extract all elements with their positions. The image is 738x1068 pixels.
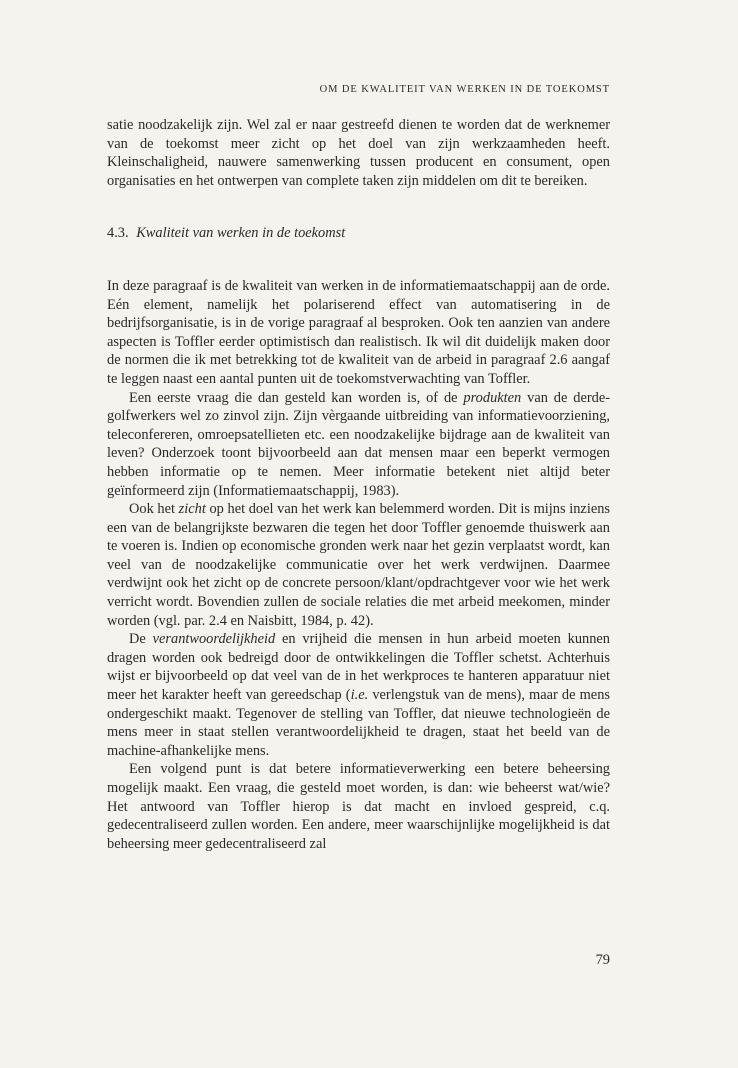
page-number: 79 <box>595 952 610 968</box>
paragraph-continued: satie noodzakelijk zijn. Wel zal er naar gestreefd dienen te worden dat de werknemer van de toekomst meer zicht op het doel van zijn werkzaamheden heeft. Kleinschaligheid, nauwere samenwerking tussen producent en consument, open organisaties en het ontwerpen van complete taken zijn middelen om dit te bereiken. <box>107 117 610 189</box>
text-run: verlengstuk van de mens), maar de mens ondergeschikt maakt. Tegenover de stelling van Toffler, dat nieuwe technologieën de mens meer in staat stellen verantwoordelijkheid te dragen, staat het beeld van de machine-afhankelijke mens. <box>107 687 610 759</box>
text-run: Een eerste vraag die dan gesteld kan worden is, of de <box>129 389 464 406</box>
paragraph-intro: In deze paragraaf is de kwaliteit van werken in de informatiemaatschappij aan de orde. Eén element, namelijk het polariserend effect van automatisering in de bedrijfsorganisatie, is in de vorige paragraaf al besproken. Ook ten aanzien van andere aspecten is Toffler eerder optimistisch dan realistisch. Ik wil dit duidelijk maken door de normen die ik met betrekking tot de kwaliteit van de arbeid in paragraaf 2.6 aangaf te leggen naast een aantal punten uit de toekomstverwachting van Toffler. <box>107 277 610 387</box>
text-run: De <box>129 631 153 648</box>
paragraph-produkten <box>107 389 610 501</box>
section-title: Kwaliteit van werken in de toekomst <box>136 225 346 242</box>
section-heading <box>107 224 610 243</box>
paragraph-beheersing: Een volgend punt is dat betere informatieverwerking een betere beheersing mogelijk maakt. Een vraag, die gesteld moet worden, is dan: wie beheerst wat/wie? Het antwoord van Toffler hierop is dat macht en invloed gespreid, c.q. gedecentraliseerd zullen worden. Een andere, meer waarschijnlijke mogelijkheid is dat beheersing meer gedecentraliseerd zal <box>107 761 610 852</box>
body-text <box>107 116 610 853</box>
text-run: van de derde-golfwerkers wel zo zinvol zijn. Zijn vèrgaande uitbreiding van informatievoorziening, teleconfereren, omroepsatellieten etc. een noodzakelijke bijdrage aan de kwaliteit van leven? Onderzoek toont bijvoorbeeld aan dat mensen maar een beperkt vermogen hebben informatie op te nemen. Meer informatie betekent niet altijd beter geïnformeerd zijn (Informatiemaatschappij, 1983). <box>107 389 611 499</box>
emphasis-verantwoordelijkheid: verantwoordelijkheid <box>152 631 276 648</box>
emphasis-ie: i.e. <box>350 687 369 704</box>
running-header: OM DE KWALITEIT VAN WERKEN IN DE TOEKOMST <box>319 84 610 95</box>
paragraph-verantwoordelijkheid <box>107 630 610 760</box>
emphasis-zicht: zicht <box>178 501 206 518</box>
text-run: op het doel van het werk kan belemmerd worden. Dit is mijns inziens een van de belangrijkste bezwaren die tegen het door Toffler genoemde thuiswerk aan te voeren is. Indien op economische gronden werk naar het gezin verplaatst wordt, kan veel van de noodzakelijke communicatie over het werk verdwijnen. Daarmee verdwijnt ook het zicht op de concrete persoon/klant/opdrachtgever voor wie het werk verricht wordt. Bovendien zullen de sociale relaties die met arbeid meekomen, minder worden (vgl. par. 2.4 en Naisbitt, 1984, p. 42). <box>107 501 610 629</box>
text-run: Ook het <box>129 501 179 518</box>
emphasis-produkten: produkten <box>463 389 522 406</box>
section-number: 4.3. <box>107 225 129 242</box>
paragraph-zicht <box>107 500 610 630</box>
text-run: en vrijheid die mensen in hun arbeid moeten kunnen dragen worden ook bedreigd door de ontwikkelingen die Toffler schetst. Achterhuis wijst er bijvoorbeeld op dat veel van de in het werkproces te hanteren apparatuur niet meer het karakter heeft van gereedschap ( <box>107 631 610 704</box>
